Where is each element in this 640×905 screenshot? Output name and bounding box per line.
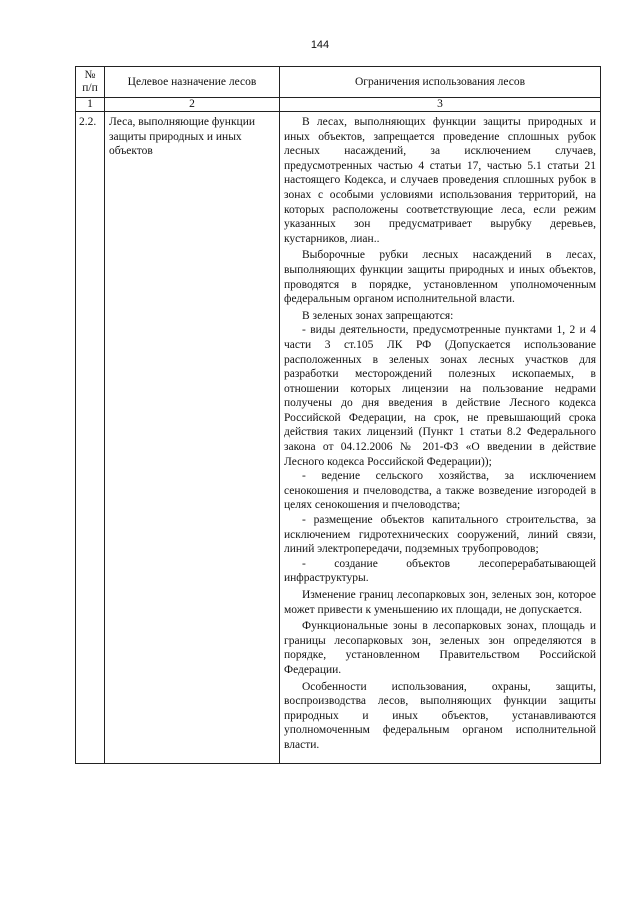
restriction-list-item: - размещение объектов капитального строительства, за исключением гидротехнических сооружений, линий связи, линий электропередачи, подземных трубопроводов; xyxy=(284,514,596,556)
forest-restrictions-table xyxy=(75,66,601,764)
restriction-list-item: - виды деятельности, предусмотренные пунктами 1, 2 и 4 части 3 ст.105 ЛК РФ (Допускается использование расположенных в зеленых зонах лесных участков для разработки месторождений полезных ископаемых, в отношении которых лицензии на пользование недрами получены до дня введения в действие Лесного кодекса Российской Федерации, на срок, не превышающий срока действия таких лицензий (Пункт 1 статьи 8.2 Федерального закона от 04.12.2006 № 201-ФЗ «О введении в действие Лесного кодекса Российской Федерации)); xyxy=(284,324,596,468)
restriction-paragraph: Функциональные зоны в лесопарковых зонах, площадь и границы лесопарковых зон, зеленых зон определяются в порядке, установленном Правительством Российской Федерации. xyxy=(284,620,596,676)
column-number-row xyxy=(76,98,601,112)
column-number-2: 2 xyxy=(105,98,280,112)
restriction-paragraph: В лесах, выполняющих функции защиты природных и иных объектов, запрещается проведение сплошных рубок лесных насаждений, за исключением случаев, предусмотренных частью 4 статьи 17, частью 5.1 статьи 21 настоящего Кодекса, и случаев проведения сплошных рубок в зонах с особыми условиями использования территорий, на которых расположены соответствующие леса, если режим указанных зон предусматривает вырубку деревьев, кустарников, лиан.. xyxy=(284,116,596,245)
column-number-1: 1 xyxy=(76,98,105,112)
row-forest-purpose: Леса, выполняющие функции защиты природных и иных объектов xyxy=(105,112,280,764)
header-forest-purpose: Целевое назначение лесов xyxy=(105,67,280,98)
restriction-paragraph: Изменение границ лесопарковых зон, зеленых зон, которое может привести к уменьшению их площади, не допускается. xyxy=(284,589,596,616)
restriction-list-item: - создание объектов лесоперерабатывающей инфраструктуры. xyxy=(284,557,596,585)
table-row xyxy=(76,112,601,764)
page-number: 144 xyxy=(310,39,330,51)
restriction-paragraph: В зеленых зонах запрещаются: xyxy=(302,309,454,322)
row-restrictions-cell xyxy=(280,112,601,764)
row-number: 2.2. xyxy=(76,112,105,764)
restriction-paragraph: Особенности использования, охраны, защиты, воспроизводства лесов, выполняющих функции защиты природных и иных объектов, устанавливаются уполномоченным федеральным органом исполнительной власти. xyxy=(284,680,596,751)
header-use-restrictions: Ограничения использования лесов xyxy=(280,67,601,98)
header-number: № п/п xyxy=(76,67,105,98)
restriction-paragraph: Выборочные рубки лесных насаждений в лесах, выполняющих функции защиты природных и иных объектов, проводятся в порядке, установленном уполномоченным федеральным органом исполнительной власти. xyxy=(284,249,596,306)
table-header-row xyxy=(76,67,601,98)
column-number-3: 3 xyxy=(280,98,601,112)
restriction-list-item: - ведение сельского хозяйства, за исключением сенокошения и пчеловодства, а также возведение изгородей в целях сенокошения и пчеловодства; xyxy=(284,470,596,512)
